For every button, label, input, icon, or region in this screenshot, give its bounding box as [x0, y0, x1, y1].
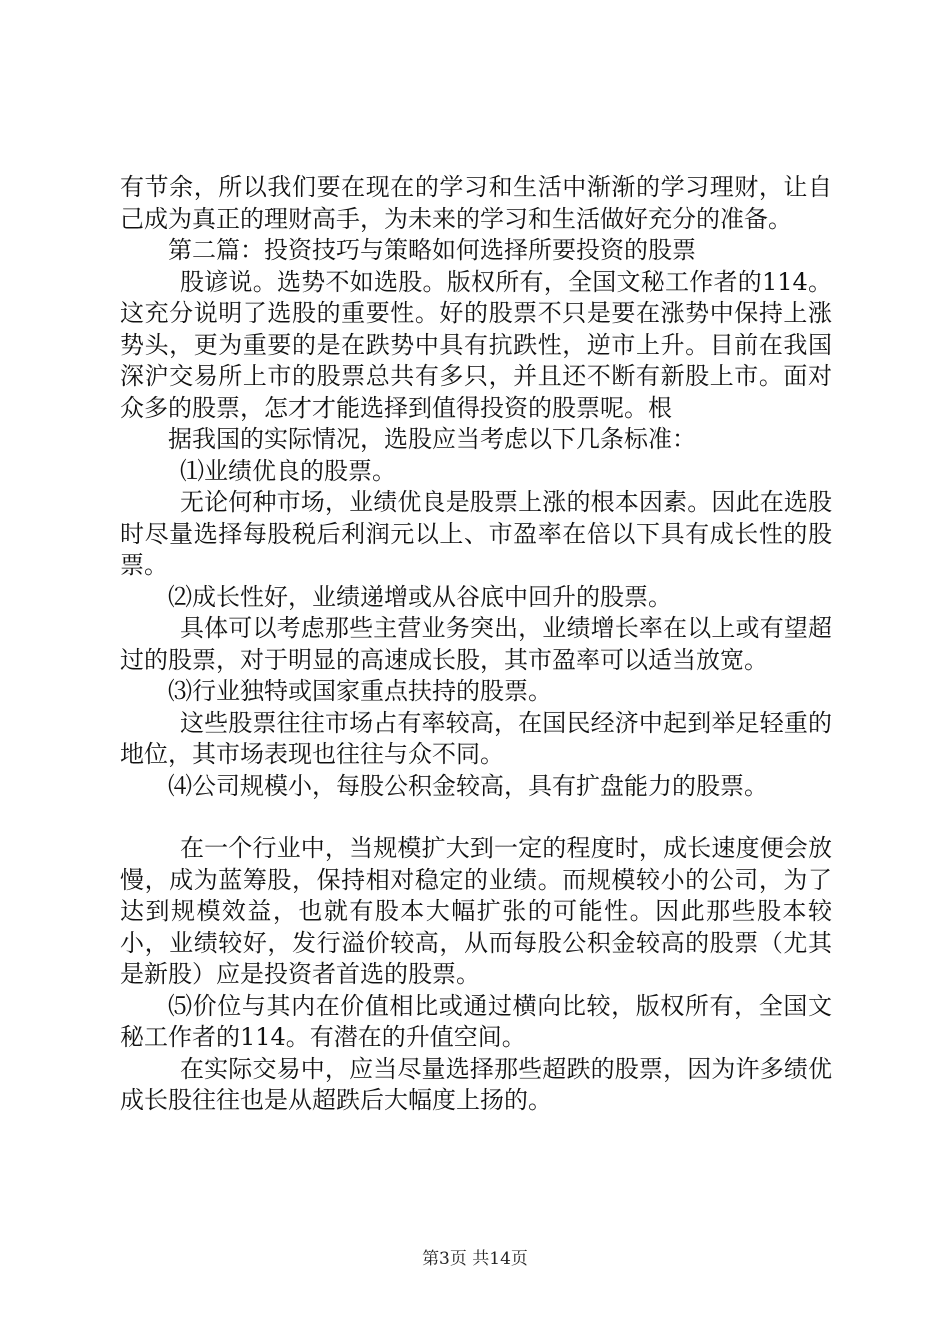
criterion-4-text: 在一个行业中，当规模扩大到一定的程度时，成长速度便会放慢，成为蓝筹股，保持相对稳定的业绩。而规模较小的公司，为了达到规模效益，也就有股本大幅扩张的可能性。因此那些股本较小，业绩较好，发行溢价较高，从而每股公积金较高的股票（尤其是新股）应是投资者首选的股票。 — [120, 834, 832, 988]
criterion-5-text: 在实际交易中，应当尽量选择那些超跌的股票，因为许多绩优成长股往往也是从超跌后大幅度上扬的。 — [120, 1054, 832, 1114]
criterion-2-heading: ⑵成长性好，业绩递增或从谷底中回升的股票。 — [168, 582, 672, 611]
document-body — [120, 172, 832, 1117]
criterion-3-text: 这些股票往往市场占有率较高，在国民经济中起到举足轻重的地位，其市场表现也往往与众不同。 — [120, 708, 832, 768]
criterion-4-heading: ⑷公司规模小，每股公积金较高，具有扩盘能力的股票。 — [168, 771, 768, 800]
criterion-2-text: 具体可以考虑那些主营业务突出，业绩增长率在以上或有望超过的股票，对于明显的高速成长股，其市盈率可以适当放宽。 — [120, 614, 832, 674]
criterion-1-heading: ⑴业绩优良的股票。 — [180, 456, 396, 485]
paragraph-savings: 有节余，所以我们要在现在的学习和生活中渐渐的学习理财，让自己成为真正的理财高手，为未来的学习和生活做好充分的准备。 — [120, 173, 832, 233]
criterion-5-heading: ⑸价位与其内在价值相比或通过横向比较，版权所有，全国文秘工作者的114。有潜在的升值空间。 — [120, 991, 832, 1051]
criterion-3-heading: ⑶行业独特或国家重点扶持的股票。 — [168, 677, 552, 705]
criterion-1-text: 无论何种市场，业绩优良是股票上涨的根本因素。因此在选股时尽量选择每股税后利润元以上、市盈率在倍以下具有成长性的股票。 — [120, 488, 832, 579]
paragraph-criteria-intro: 据我国的实际情况，选股应当考虑以下几条标准： — [168, 425, 696, 453]
page-number-footer: 第3页 共14页 — [422, 1249, 528, 1269]
paragraph-gap — [120, 802, 832, 833]
section-heading: 第二篇：投资技巧与策略如何选择所要投资的股票 — [168, 236, 696, 264]
paragraph-stock-proverb: 股谚说。选势不如选股。版权所有，全国文秘工作者的114。这充分说明了选股的重要性。好的股票不只是要在涨势中保持上涨势头，更为重要的是在跌势中具有抗跌性，逆市上升。目前在我国深沪交易所上市的股票总共有多只，并且还不断有新股上市。面对众多的股票，怎才才能选择到值得投资的股票呢。根 — [120, 267, 832, 422]
